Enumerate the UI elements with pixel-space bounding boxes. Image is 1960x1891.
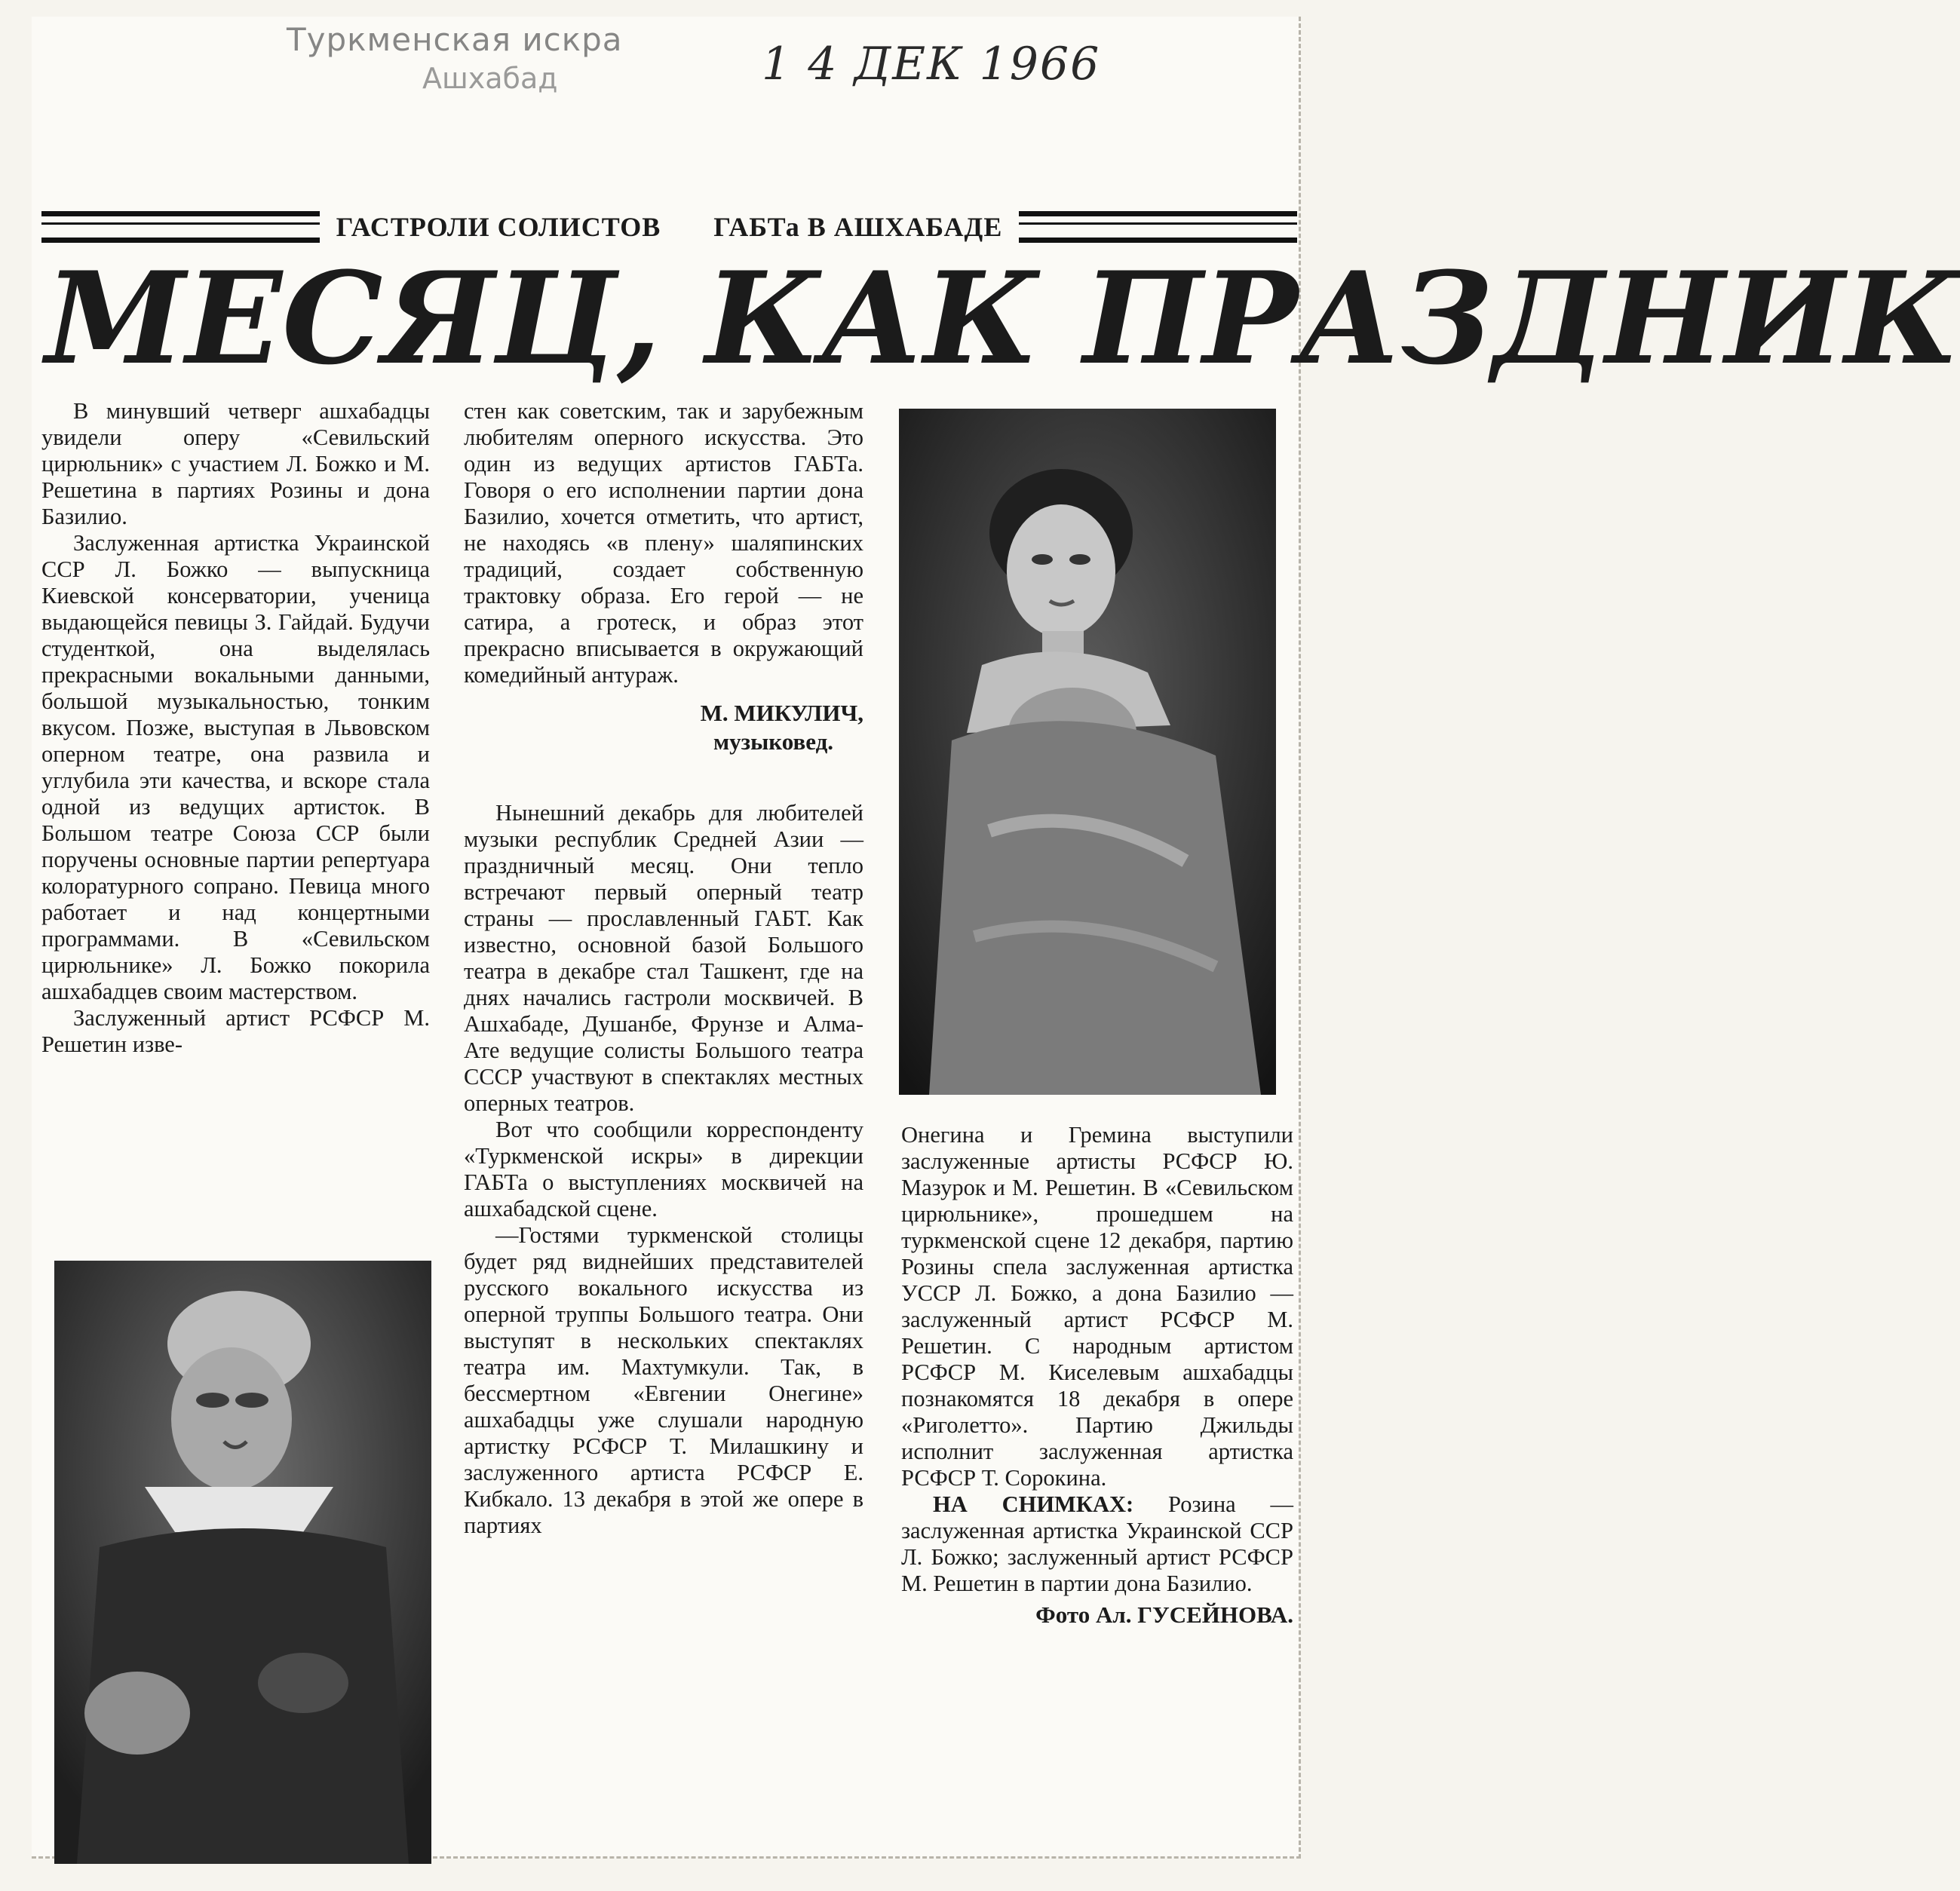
credit-lead: Фото Ал. (1035, 1601, 1132, 1628)
paragraph: Заслуженный артист РСФСР М. Решетин изве- (41, 1005, 430, 1057)
paragraph: Вот что сообщили корреспонденту «Туркменской искры» в дирекции ГАБТа о выступлениях москвичей на ашхабадской сцене. (464, 1117, 863, 1221)
stamp-date: 1 4 ДЕК 1966 (762, 38, 1101, 90)
rule-right (1019, 211, 1297, 243)
paragraph: Заслуженная артистка Украинской ССР Л. Божко — выпускница Киевской консерватории, ученица выдающейся певицы З. Гайдай. Будучи студенткой, она выделялась прекрасными вокальными данными, большой музыкальностью, тонким вкусом. Позже, выступая в Львовском оперном театре, она развила и углубила эти качества, и вскоре стала одной из ведущих артисток. В Большом театре Союза ССР были поручены основные партии репертуара колоратурного сопрано. Певица много работает и над концертными программами. В «Севильском цирюльнике» Л. Божко покорила ашхабадцев своим мастерством. (41, 530, 430, 1004)
stamp-city: Ашхабад (422, 62, 558, 95)
photo-bozhko-rosina (899, 409, 1276, 1095)
article-column-1 (41, 398, 430, 1058)
paragraph: Нынешний декабрь для любителей музыки республик Средней Азии — праздничный месяц. Они тепло встречают первый оперный театр страны — прославленный ГАБТ. Как известно, основной базой Большого театра в декабре стал Ташкент, где на днях начались гастроли москвичей. В Ашхабаде, Душанбе, Фрунзе и Алма-Ате ведущие солисты Большого театра СССР участвуют в спектаклях местных оперных театров. (464, 800, 863, 1116)
headline: МЕСЯЦ, КАК ПРАЗДНИК (45, 244, 1960, 393)
credit-name: ГУСЕЙНОВА. (1137, 1601, 1293, 1628)
photo-reshetin-image (54, 1261, 431, 1864)
photo-credit (901, 1601, 1293, 1628)
article-column-2 (464, 398, 863, 1539)
author-role: музыковед. (713, 728, 833, 755)
newspaper-stamp: Туркменская искра (287, 21, 623, 58)
photo-bozhko-image (899, 409, 1276, 1095)
rubric-left: ГАСТРОЛИ СОЛИСТОВ (336, 212, 661, 242)
author-name: М. МИКУЛИЧ, (700, 700, 863, 726)
caption-lead: НА СНИМКАХ: (933, 1491, 1134, 1517)
photo-caption (901, 1491, 1293, 1597)
paragraph: В минувший четверг ашхабадцы увидели оперу «Севильский цирюльник» с участием Л. Божко и М. Решетина в партиях Розины и дона Базилио. (41, 398, 430, 529)
paragraph: стен как советским, так и зарубежным любителям оперного искусства. Это один из ведущих артистов ГАБТа. Говоря о его исполнении партии дона Базилио, хочется отметить, что артист, не находясь «в плену» шаляпинских традиций, создает собственную трактовку образа. Его герой — не сатира, а гротеск, и образ этот прекрасно вписывается в окружающий комедийный антураж. (464, 398, 863, 688)
photo-reshetin-basilio (54, 1261, 431, 1864)
article-column-3 (901, 1122, 1293, 1628)
rubric-right: ГАБТа В АШХАБАДЕ (713, 212, 1003, 242)
rubric-banner (41, 205, 1297, 249)
paragraph: —Гостями туркменской столицы будет ряд виднейших представителей русского вокального искусства из оперной труппы Большого театра. Они выступят в нескольких спектаклях театра им. Махтумкули. Так, в бессмертном «Евгении Онегине» ашхабадцы уже слушали народную артистку РСФСР Т. Милашкину и заслуженного артиста РСФСР Е. Кибкало. 13 декабря в этой же опере в партиях (464, 1222, 863, 1538)
paragraph: Онегина и Гремина выступили заслуженные артисты РСФСР Ю. Мазурок и М. Решетин. В «Севильском цирюльнике», прошедшем на туркменской сцене 12 декабря, партию Розины спела заслуженная артистка УССР Л. Божко, а дона Базилио — заслуженный артист РСФСР М. Решетин. С народным артистом РСФСР М. Киселевым ашхабадцы познакомятся 18 декабря в опере «Риголетто». Партию Джильды исполнит заслуженная артистка РСФСР Т. Сорокина. (901, 1122, 1293, 1491)
caption-text: Розина — заслуженная артистка Украинской ССР Л. Божко; заслуженный артист РСФСР М. Решетин в партии дона Базилио. (901, 1491, 1294, 1596)
author-byline (464, 699, 863, 756)
rule-left (41, 211, 320, 243)
rubric-text (320, 211, 1020, 243)
